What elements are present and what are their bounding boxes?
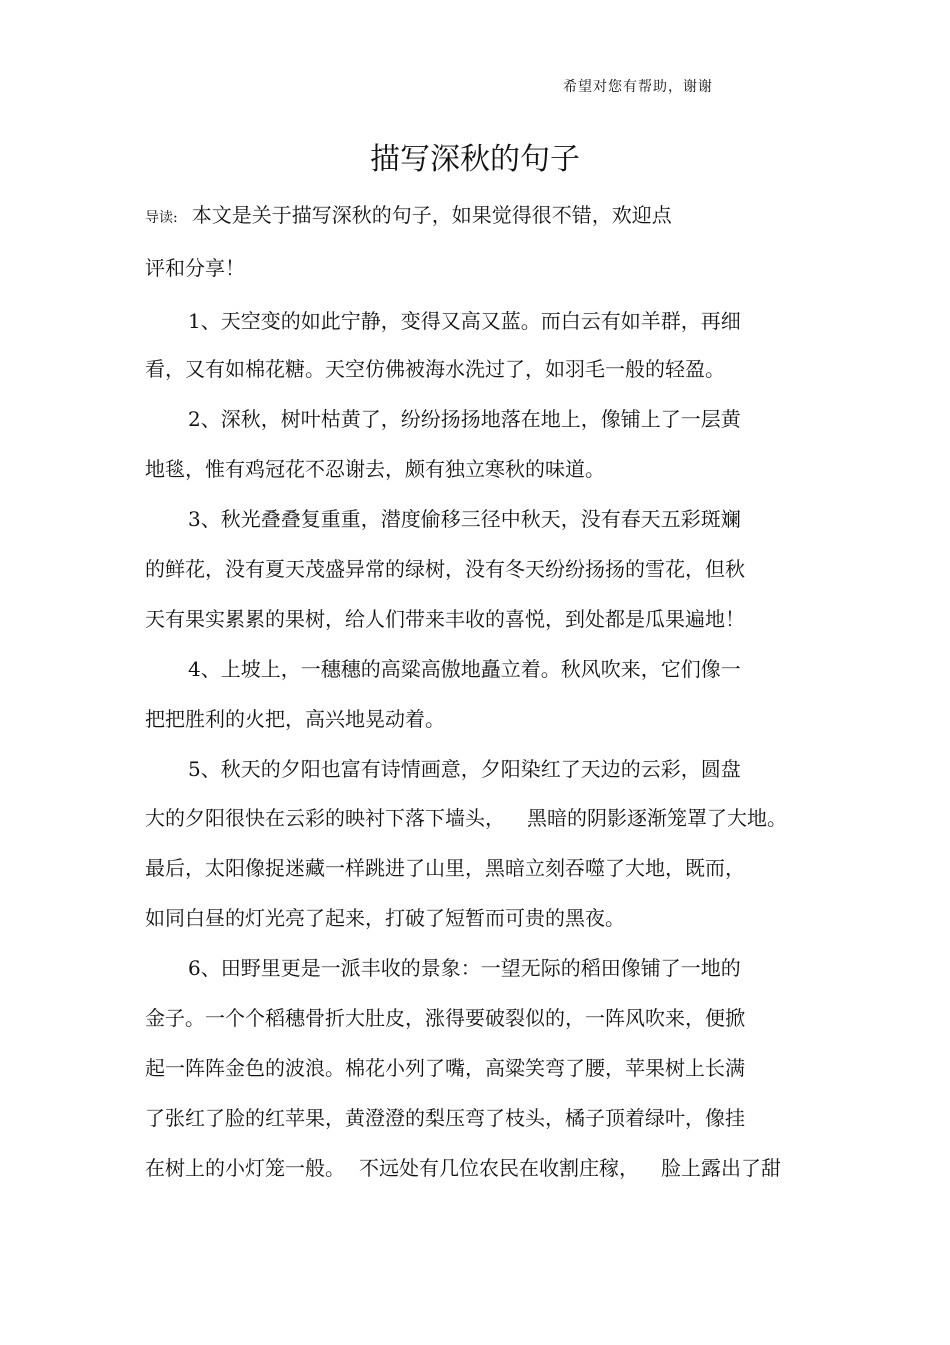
item-6-line-3: 起一阵阵金色的波浪。棉花小列了嘴，高粱笑弯了腰，苹果树上长满 — [145, 1056, 745, 1080]
item-3-line-1: 3、秋光叠叠复重重，潜度偷移三径中秋天，没有春天五彩斑斓 — [188, 507, 741, 531]
item-3-line-2: 的鲜花，没有夏天茂盛异常的绿树，没有冬天纷纷扬扬的雪花，但秋 — [145, 557, 745, 581]
item-6-line-5c: 脸上露出了甜 — [661, 1156, 781, 1180]
item-6-line-5b: 不远处有几位农民在收割庄稼， — [359, 1156, 639, 1180]
item-2-line-2: 地毯，惟有鸡冠花不忍谢去，颇有独立寒秋的味道。 — [145, 457, 605, 481]
item-4-line-1: 4、上坡上，一穗穗的高粱高傲地矗立着。秋风吹来，它们像一 — [188, 657, 741, 681]
intro-line-2: 评和分享！ — [145, 256, 245, 280]
item-6-line-4: 了张红了脸的红苹果，黄澄澄的梨压弯了枝头，橘子顶着绿叶，像挂 — [145, 1106, 745, 1130]
intro-line-1 — [145, 201, 672, 232]
item-4-line-2: 把把胜利的火把，高兴地晃动着。 — [145, 707, 445, 731]
item-6-line-5a: 在树上的小灯笼一般。 — [145, 1156, 345, 1180]
intro-label: 导读: — [145, 210, 178, 226]
item-6-line-5 — [145, 1154, 781, 1182]
intro-text: 本文是关于描写深秋的句子，如果觉得很不错，欢迎点 — [191, 203, 672, 227]
item-2-line-1: 2、深秋，树叶枯黄了，纷纷扬扬地落在地上，像铺上了一层黄 — [188, 407, 741, 431]
item-5-line-2a: 大的夕阳很快在云彩的映衬下落下墙头， — [145, 806, 505, 830]
item-5-line-2 — [145, 804, 787, 832]
item-5-line-3: 最后，太阳像捉迷藏一样跳进了山里，黑暗立刻吞噬了大地，既而， — [145, 856, 745, 880]
header-note: 希望对您有帮助，谢谢 — [563, 79, 713, 95]
item-3-line-3: 天有果实累累的果树，给人们带来丰收的喜悦，到处都是瓜果遍地！ — [145, 607, 745, 631]
item-5-line-2b: 黑暗的阴影逐渐笼罩了大地。 — [527, 806, 787, 830]
item-1-line-1: 1、天空变的如此宁静，变得又高又蓝。而白云有如羊群，再细 — [188, 309, 741, 333]
item-1-line-2: 看，又有如棉花糖。天空仿佛被海水洗过了，如羽毛一般的轻盈。 — [145, 357, 725, 381]
item-6-line-2: 金子。一个个稻穗骨折大肚皮，涨得要破裂似的，一阵风吹来，便掀 — [145, 1006, 745, 1030]
document-title: 描写深秋的句子 — [370, 142, 580, 177]
item-5-line-1: 5、秋天的夕阳也富有诗情画意，夕阳染红了天边的云彩，圆盘 — [188, 757, 741, 781]
item-6-line-1: 6、田野里更是一派丰收的景象：一望无际的稻田像铺了一地的 — [188, 956, 741, 980]
item-5-line-4: 如同白昼的灯光亮了起来，打破了短暂而可贵的黑夜。 — [145, 906, 625, 930]
